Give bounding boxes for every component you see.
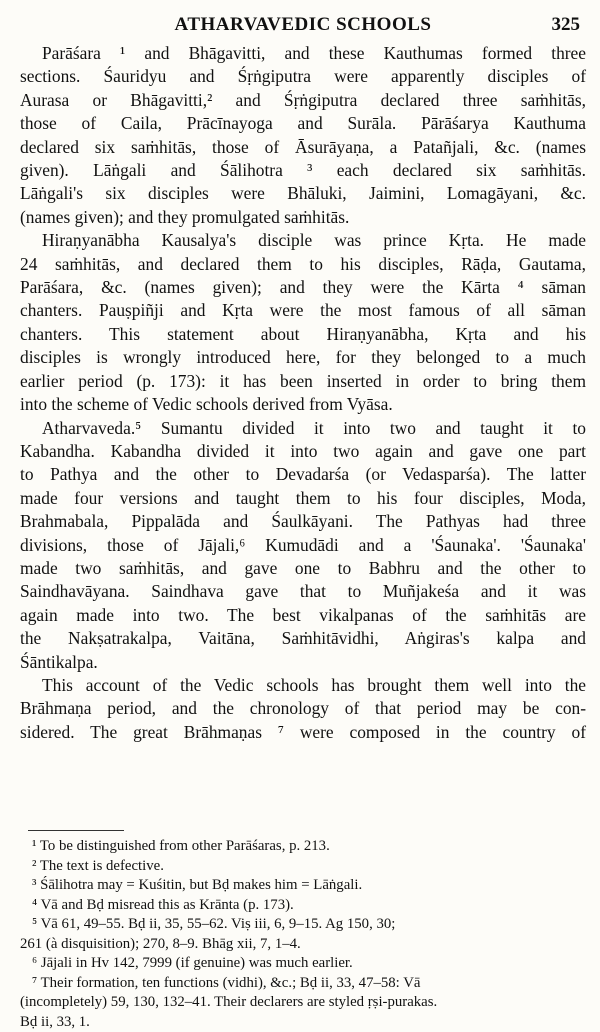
footnote-line: ⁴ Vā and Bḍ misread this as Krānta (p. 173). — [20, 896, 586, 916]
text-line: Kabandha. Kabandha divided it into two again and gave one part — [20, 440, 586, 463]
text-line: Parāśara ¹ and Bhāgavitti, and these Kauthumas formed three — [20, 42, 586, 65]
body-text — [20, 42, 586, 744]
text-line: again made into two. The best vikalpanas of the saṁhitās are — [20, 604, 586, 627]
text-line: disciples is wrongly introduced here, for they belonged to a much — [20, 346, 586, 369]
text-line: sidered. The great Brāhmaṇas ⁷ were composed in the country of — [20, 721, 586, 744]
text-line: Hiraṇyanābha Kausalya's disciple was prince Kṛta. He made — [20, 229, 586, 252]
text-line: made two saṁhitās, and gave one to Babhru and the other to — [20, 557, 586, 580]
text-line: Aurasa or Bhāgavitti,² and Śṛṅgiputra declared three saṁhitās, — [20, 89, 586, 112]
text-line: declared six saṁhitās, those of Āsurāyaṇa, a Patañjali, &c. (names — [20, 136, 586, 159]
text-line: Saindhavāyana. Saindhava gave that to Muñjakeśa and it was — [20, 580, 586, 603]
footnote-line: 261 (à disquisition); 270, 8–9. Bhāg xii, 7, 1–4. — [20, 935, 586, 955]
footnote-rule — [28, 830, 124, 831]
footnote-line: ⁵ Vā 61, 49–55. Bḍ ii, 35, 55–62. Viṣ iii, 6, 9–15. Ag 150, 30; — [20, 915, 586, 935]
text-line: Atharvaveda.⁵ Sumantu divided it into two and taught it to — [20, 417, 586, 440]
footnotes-section — [20, 830, 586, 1032]
text-line: This account of the Vedic schools has brought them well into the — [20, 674, 586, 697]
footnote-line: (incompletely) 59, 130, 132–41. Their declarers are styled ṛṣi-purakas. — [20, 993, 586, 1013]
footnote-line: ¹ To be distinguished from other Parāśaras, p. 213. — [20, 837, 586, 857]
footnote-line: ⁷ Their formation, ten functions (vidhi), &c.; Bḍ ii, 33, 47–58: Vā — [20, 974, 586, 994]
text-line: the Nakṣatrakalpa, Vaitāna, Saṁhitāvidhi, Aṅgiras's kalpa and — [20, 627, 586, 650]
text-line: (names given); and they promulgated saṁhitās. — [20, 206, 586, 229]
text-line: made four versions and taught them to his four disciples, Moda, — [20, 487, 586, 510]
text-line: given). Lāṅgali and Śālihotra ³ each declared six saṁhitās. — [20, 159, 586, 182]
footnote-line: ⁶ Jājali in Hv 142, 7999 (if genuine) was much earlier. — [20, 954, 586, 974]
text-line: chanters. Pauṣpiñji and Kṛta were the most famous of all sāman — [20, 299, 586, 322]
footnote-line: Bḍ ii, 33, 1. — [20, 1013, 586, 1032]
running-title: ATHARVAVEDIC SCHOOLS — [20, 14, 586, 36]
text-line: Brahmabala, Pippalāda and Śaulkāyani. The Pathyas had three — [20, 510, 586, 533]
text-line: sections. Śauridyu and Śṛṅgiputra were apparently disciples of — [20, 65, 586, 88]
text-line: Parāśara, &c. (names given); and they were the Kārta ⁴ sāman — [20, 276, 586, 299]
text-line: 24 saṁhitās, and declared them to his disciples, Rāḍa, Gautama, — [20, 253, 586, 276]
text-line: divisions, those of Jājali,⁶ Kumudādi and a 'Śaunaka'. 'Śaunaka' — [20, 534, 586, 557]
text-line: chanters. This statement about Hiraṇyanābha, Kṛta and his — [20, 323, 586, 346]
text-line: Śāntikalpa. — [20, 651, 586, 674]
text-line: to Pathya and the other to Devadarśa (or Vedasparśa). The latter — [20, 463, 586, 486]
text-line: into the scheme of Vedic schools derived from Vyāsa. — [20, 393, 586, 416]
footnote-line: ³ Śālihotra may = Kuśitin, but Bḍ makes him = Lāṅgali. — [20, 876, 586, 896]
page-header — [20, 10, 586, 42]
footnote-line: ² The text is defective. — [20, 857, 586, 877]
text-line: Brāhmaṇa period, and the chronology of that period may be con- — [20, 697, 586, 720]
page-number: 325 — [552, 14, 581, 36]
text-line: earlier period (p. 173): it has been inserted in order to bring them — [20, 370, 586, 393]
text-line: Lāṅgali's six disciples were Bhāluki, Jaimini, Lomagāyani, &c. — [20, 182, 586, 205]
footnotes — [20, 837, 586, 1032]
text-line: those of Caila, Prācīnayoga and Surāla. Pārāśarya Kauthuma — [20, 112, 586, 135]
